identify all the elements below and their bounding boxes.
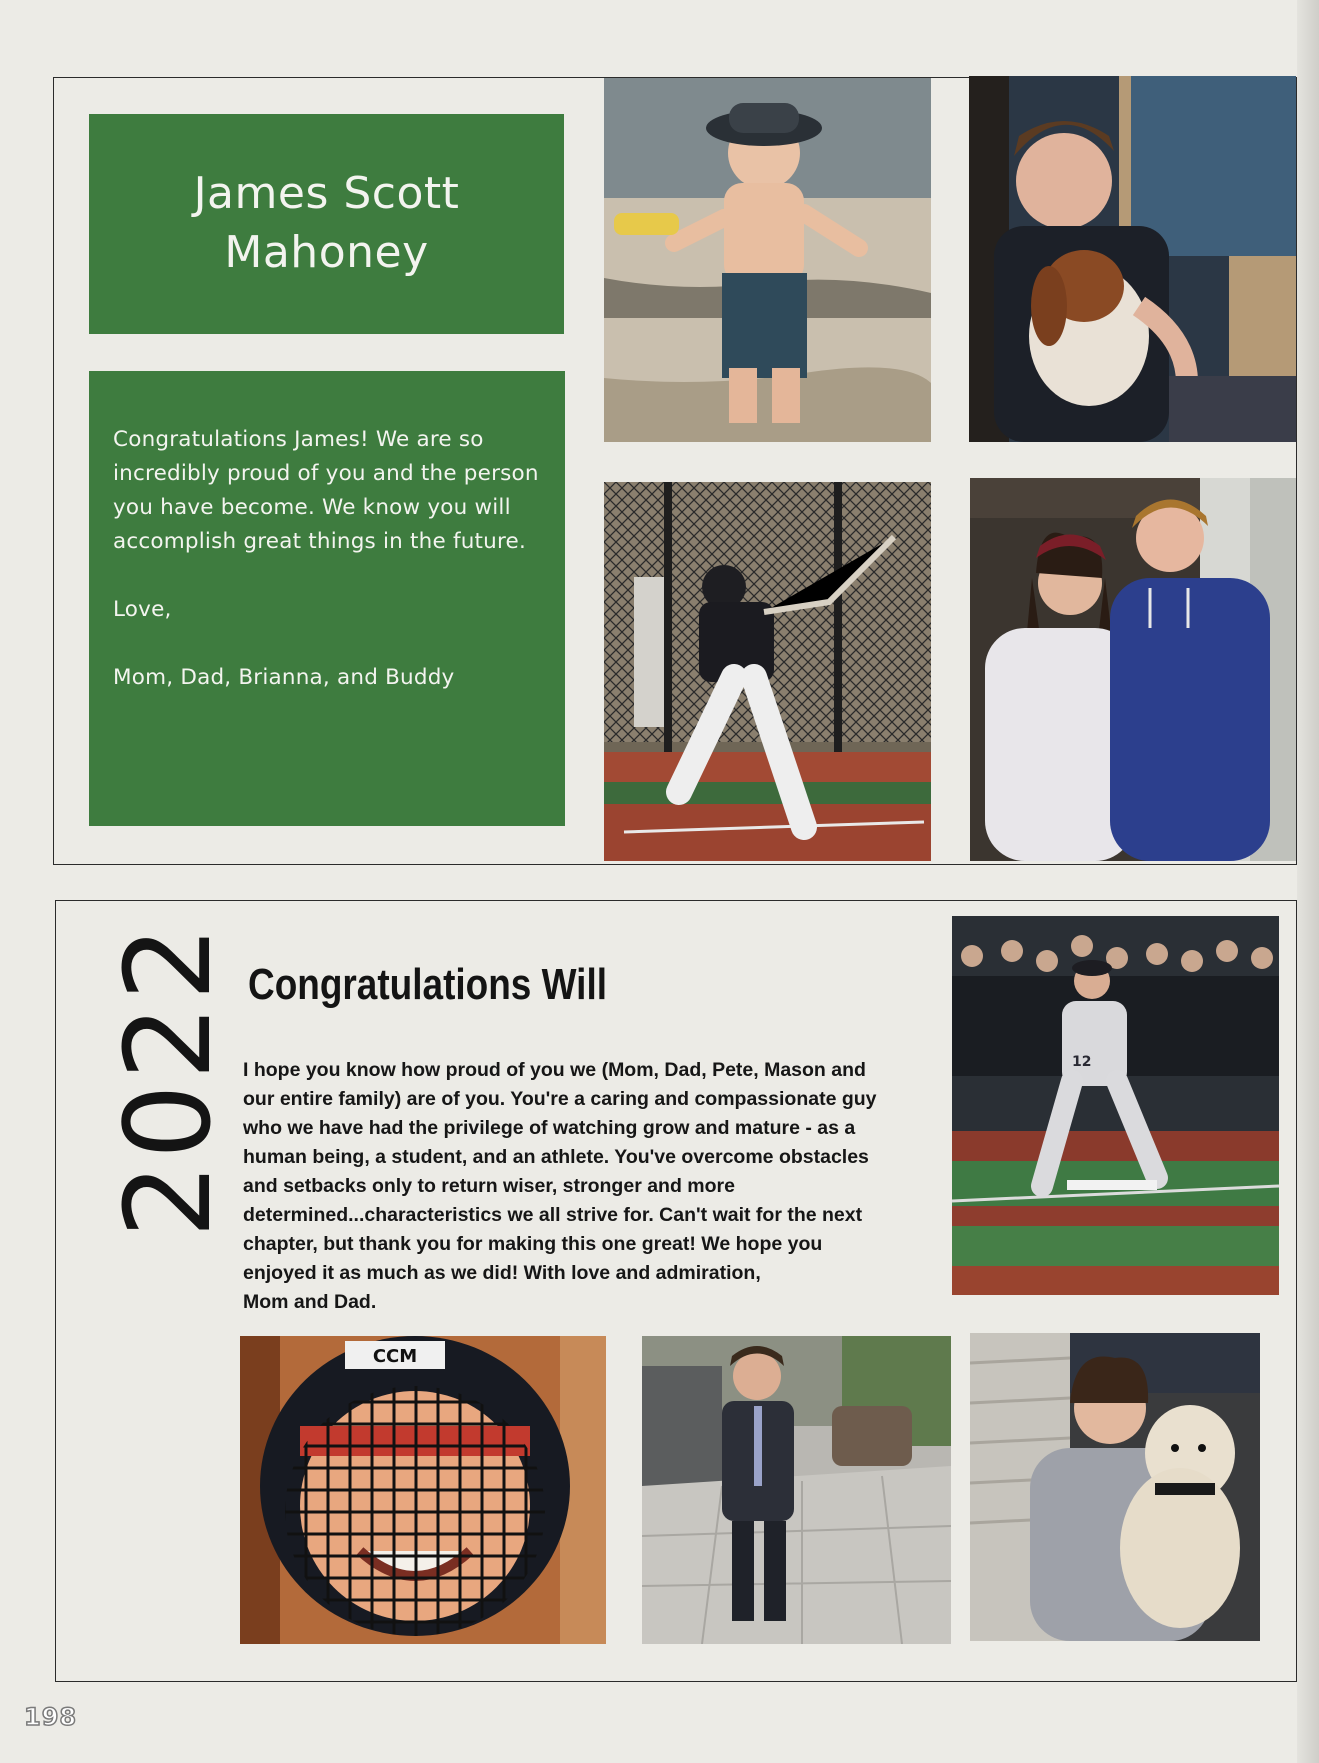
photo-batting-cage xyxy=(604,482,931,861)
will-title: Congratulations Will xyxy=(248,960,607,1009)
james-name xyxy=(162,165,492,282)
james-message-panel xyxy=(89,371,565,826)
jersey-number: 12 xyxy=(1072,1054,1092,1070)
james-message-signature: Mom, Dad, Brianna, and Buddy xyxy=(113,665,455,690)
james-name-panel xyxy=(89,114,564,334)
photo-couple-sweatshirts xyxy=(970,478,1296,861)
photo-toddler-beach xyxy=(604,78,931,442)
photo-baseball-player-field xyxy=(952,916,1279,1295)
photo-young-man-suit-patio xyxy=(642,1336,951,1644)
will-message: I hope you know how proud of you we (Mom, Dad, Pete, Mason and our entire family) are of you. You're a caring and compassionate guy who we have had the privilege of watching grow and mature - as a human being, a student, and an athlete. You've overcome obstacles and setbacks only to return wiser, stronger and more determined...characteristics we all strive for. Can't wait for the next chapter, but thank you for making this one great! We hope you enjoyed it as much as we did! With love and admiration, Mom and Dad. xyxy=(243,1059,877,1313)
james-name-line1: James Scott xyxy=(193,168,460,220)
page-edge-shadow xyxy=(1297,0,1319,1763)
james-message xyxy=(113,423,553,729)
helmet-brand-text: CCM xyxy=(372,1346,418,1367)
james-message-closing: Love, xyxy=(113,597,172,622)
james-message-paragraph: Congratulations James! We are so incredibly proud of you and the person you have become. We know you will accomplish great things in the future. xyxy=(113,427,539,554)
james-name-line2: Mahoney xyxy=(224,227,429,278)
page-number: 198 xyxy=(24,1703,78,1731)
photo-teen-with-poodle xyxy=(970,1333,1260,1641)
photo-young-man-with-dog xyxy=(969,76,1296,442)
year-vertical xyxy=(99,912,237,1248)
year-text: 2022 xyxy=(99,921,237,1239)
photo-child-hockey-helmet xyxy=(240,1336,606,1644)
